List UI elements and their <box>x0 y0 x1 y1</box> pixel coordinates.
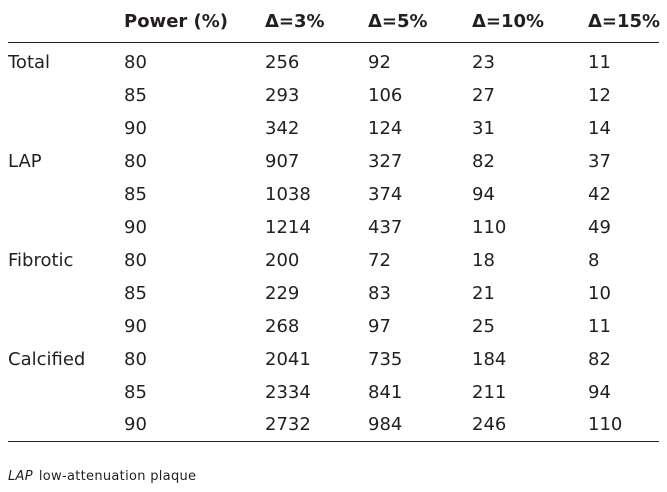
cell-power: 85 <box>124 85 147 106</box>
table-row <box>8 112 659 145</box>
cell-power: 90 <box>124 217 147 238</box>
cell-delta-3: 2732 <box>265 409 368 442</box>
cell-power: 90 <box>124 118 147 139</box>
table-row <box>8 277 659 310</box>
cell-delta-5: 83 <box>368 283 391 304</box>
cell-delta-5: 72 <box>368 250 391 271</box>
cell-group <box>8 277 124 310</box>
cell-delta-15: 42 <box>588 184 611 205</box>
cell-delta-10: 110 <box>472 217 507 238</box>
table-row <box>8 244 659 277</box>
cell-power: 85 <box>124 382 147 403</box>
footnote-definition: low-attenuation plaque <box>38 469 197 484</box>
cell-delta-15: 11 <box>588 52 611 73</box>
header-cell-delta-5: Δ=5% <box>368 0 472 43</box>
cell-group <box>8 79 124 112</box>
cell-delta-5: 374 <box>368 184 403 205</box>
cell-delta-3: 256 <box>265 52 300 73</box>
cell-power: 80 <box>124 52 147 73</box>
cell-delta-3: 229 <box>265 283 300 304</box>
cell-group: Total <box>8 52 51 73</box>
cell-group <box>8 211 124 244</box>
cell-delta-3: 2041 <box>265 349 311 370</box>
cell-delta-15: 82 <box>588 349 611 370</box>
cell-delta-15: 37 <box>588 151 611 172</box>
cell-power: 85 <box>124 283 147 304</box>
cell-delta-5: 92 <box>368 52 391 73</box>
cell-delta-10: 18 <box>472 250 495 271</box>
header-cell-group <box>8 0 124 43</box>
cell-delta-15: 14 <box>588 118 611 139</box>
cell-group: Fibrotic <box>8 250 74 271</box>
table-row <box>8 43 659 80</box>
cell-power: 80 <box>124 349 147 370</box>
cell-delta-10: 27 <box>472 85 495 106</box>
table-row <box>8 145 659 178</box>
table-row <box>8 79 659 112</box>
cell-delta-15: 49 <box>588 217 611 238</box>
table-row <box>8 409 659 442</box>
cell-power: 80 <box>124 151 147 172</box>
cell-delta-3: 293 <box>265 85 300 106</box>
cell-delta-15: 12 <box>588 85 611 106</box>
header-cell-delta-3: Δ=3% <box>265 0 368 43</box>
cell-delta-3: 1214 <box>265 217 311 238</box>
table-footnote <box>8 469 196 484</box>
table-row <box>8 343 659 376</box>
cell-delta-5: 841 <box>368 382 403 403</box>
cell-delta-15: 110 <box>588 409 659 442</box>
cell-power: 80 <box>124 250 147 271</box>
footnote-abbreviation: LAP <box>8 469 33 484</box>
cell-group <box>8 409 124 442</box>
header-cell-delta-15: Δ=15% <box>588 0 659 43</box>
cell-delta-10: 94 <box>472 184 495 205</box>
cell-delta-15: 10 <box>588 283 611 304</box>
table-body <box>8 43 659 442</box>
cell-delta-5: 106 <box>368 85 403 106</box>
cell-delta-10: 211 <box>472 382 507 403</box>
cell-delta-10: 31 <box>472 118 495 139</box>
cell-delta-3: 200 <box>265 250 300 271</box>
cell-delta-5: 984 <box>368 409 472 442</box>
cell-delta-10: 82 <box>472 151 495 172</box>
cell-power: 90 <box>124 316 147 337</box>
table-row <box>8 178 659 211</box>
header-row <box>8 0 659 43</box>
header-cell-power: Power (%) <box>124 0 265 43</box>
cell-group <box>8 376 124 409</box>
sample-size-table <box>8 0 659 442</box>
cell-delta-10: 25 <box>472 316 495 337</box>
cell-delta-10: 246 <box>472 409 588 442</box>
cell-delta-5: 124 <box>368 118 403 139</box>
cell-delta-10: 184 <box>472 349 507 370</box>
cell-group <box>8 178 124 211</box>
cell-delta-3: 907 <box>265 151 300 172</box>
cell-delta-3: 268 <box>265 316 300 337</box>
cell-delta-3: 1038 <box>265 184 311 205</box>
cell-delta-10: 23 <box>472 52 495 73</box>
cell-delta-15: 94 <box>588 382 611 403</box>
header-cell-delta-10: Δ=10% <box>472 0 588 43</box>
table-header <box>8 0 659 43</box>
cell-group: Calcified <box>8 349 86 370</box>
cell-delta-15: 8 <box>588 250 600 271</box>
cell-group <box>8 112 124 145</box>
cell-delta-3: 342 <box>265 118 300 139</box>
cell-group: LAP <box>8 151 42 172</box>
cell-delta-10: 21 <box>472 283 495 304</box>
cell-group <box>8 310 124 343</box>
cell-power: 85 <box>124 184 147 205</box>
cell-delta-15: 11 <box>588 316 611 337</box>
cell-delta-5: 735 <box>368 349 403 370</box>
table-row <box>8 211 659 244</box>
cell-delta-5: 327 <box>368 151 403 172</box>
table-row <box>8 376 659 409</box>
cell-power: 90 <box>124 409 265 442</box>
cell-delta-5: 437 <box>368 217 403 238</box>
table-row <box>8 310 659 343</box>
cell-delta-5: 97 <box>368 316 391 337</box>
cell-delta-3: 2334 <box>265 382 311 403</box>
